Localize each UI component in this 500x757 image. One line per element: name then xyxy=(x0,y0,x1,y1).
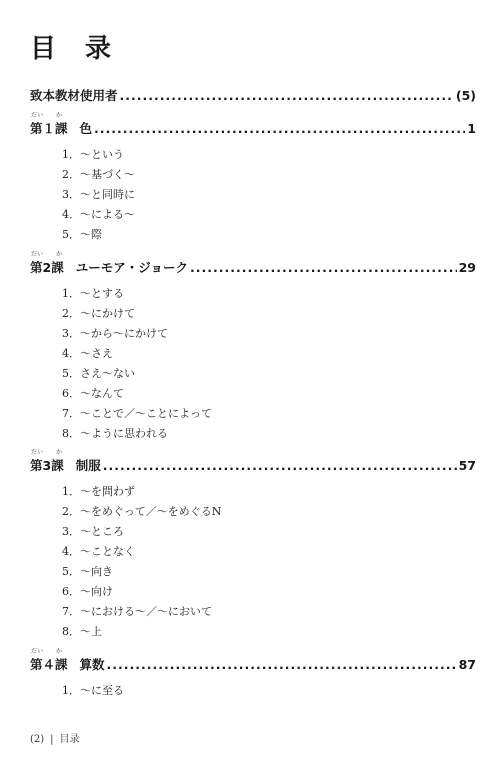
grammar-item: 3．～ところ xyxy=(62,525,124,538)
grammar-item: 8．～ように思われる xyxy=(62,427,168,440)
footer-separator: | xyxy=(50,734,54,745)
lesson-title: 算数 xyxy=(79,657,105,672)
grammar-item: 8．～上 xyxy=(62,625,102,638)
ruby-dai: だい xyxy=(31,112,44,119)
ruby-ka: か xyxy=(56,112,63,119)
grammar-item: 1．～を問わず xyxy=(62,485,135,498)
grammar-item: 4．～による～ xyxy=(62,208,135,221)
ruby-ka: か xyxy=(56,648,63,655)
toc-page-number: 87 xyxy=(458,657,476,672)
lesson-label: 第１課 xyxy=(30,121,68,136)
lesson-title: 制服 xyxy=(75,458,101,473)
lesson-label: 第４課 xyxy=(30,657,68,672)
page-title: 目 录 xyxy=(30,34,122,64)
grammar-item: 3．～と同時に xyxy=(62,188,135,201)
dot-leader xyxy=(190,260,457,275)
grammar-item: 5．～際 xyxy=(62,228,102,241)
grammar-item: 2．～基づく～ xyxy=(62,168,135,181)
lesson-number xyxy=(30,648,68,673)
grammar-item: 1．～とする xyxy=(62,287,124,300)
page-footer xyxy=(30,730,80,745)
grammar-item: 1．～に至る xyxy=(62,684,124,697)
grammar-item: 1．～という xyxy=(62,148,124,161)
ruby-ka: か xyxy=(56,251,63,258)
ruby-dai: だい xyxy=(31,449,44,456)
lesson-heading xyxy=(30,112,93,137)
grammar-item: 6．～向け xyxy=(62,585,113,598)
dot-leader xyxy=(103,458,457,473)
lesson-heading xyxy=(30,251,188,276)
ruby-dai: だい xyxy=(31,648,44,655)
lesson-number xyxy=(30,112,68,137)
lesson-number xyxy=(30,449,64,474)
toc-page-number: 29 xyxy=(458,260,476,275)
grammar-item: 6．～なんて xyxy=(62,387,124,400)
lesson-title: ユーモア・ジョーク xyxy=(75,260,188,275)
lesson-label: 第2課 xyxy=(30,260,64,275)
toc-page-number: 1 xyxy=(467,121,476,136)
lesson-number xyxy=(30,251,64,276)
lesson-heading xyxy=(30,648,105,673)
dot-leader xyxy=(107,657,457,672)
grammar-item: 2．～をめぐって／～をめぐるN xyxy=(62,505,222,518)
ruby-dai: だい xyxy=(31,251,44,258)
grammar-item: 7．～における～／～において xyxy=(62,605,212,618)
toc-entry-lesson-2[interactable] xyxy=(30,251,476,276)
footer-text: 目录 xyxy=(59,734,80,745)
grammar-item: 2．～にかけて xyxy=(62,307,135,320)
lesson-label: 第3課 xyxy=(30,458,64,473)
grammar-item: 5．さえ～ない xyxy=(62,367,135,380)
lesson-heading xyxy=(30,449,101,474)
toc-entry-preface[interactable] xyxy=(30,86,476,104)
grammar-item: 3．～から～にかけて xyxy=(62,327,168,340)
grammar-item: 7．～ことで／～ことによって xyxy=(62,407,212,420)
toc-entry-lesson-4[interactable] xyxy=(30,648,476,673)
toc-entry-lesson-1[interactable] xyxy=(30,112,476,137)
footer-page-number: (2) xyxy=(30,734,45,745)
lesson-title: 色 xyxy=(79,121,93,136)
dot-leader xyxy=(94,121,465,136)
toc-entry-lesson-3[interactable] xyxy=(30,449,476,474)
toc-entry-label: 致本教材使用者 xyxy=(30,88,118,103)
toc-page-number: (5) xyxy=(455,88,476,103)
ruby-ka: か xyxy=(56,449,63,456)
grammar-item: 4．～さえ xyxy=(62,347,113,360)
dot-leader xyxy=(120,88,454,103)
grammar-item: 5．～向き xyxy=(62,565,113,578)
toc-page-number: 57 xyxy=(458,458,476,473)
grammar-item: 4．～ことなく xyxy=(62,545,135,558)
